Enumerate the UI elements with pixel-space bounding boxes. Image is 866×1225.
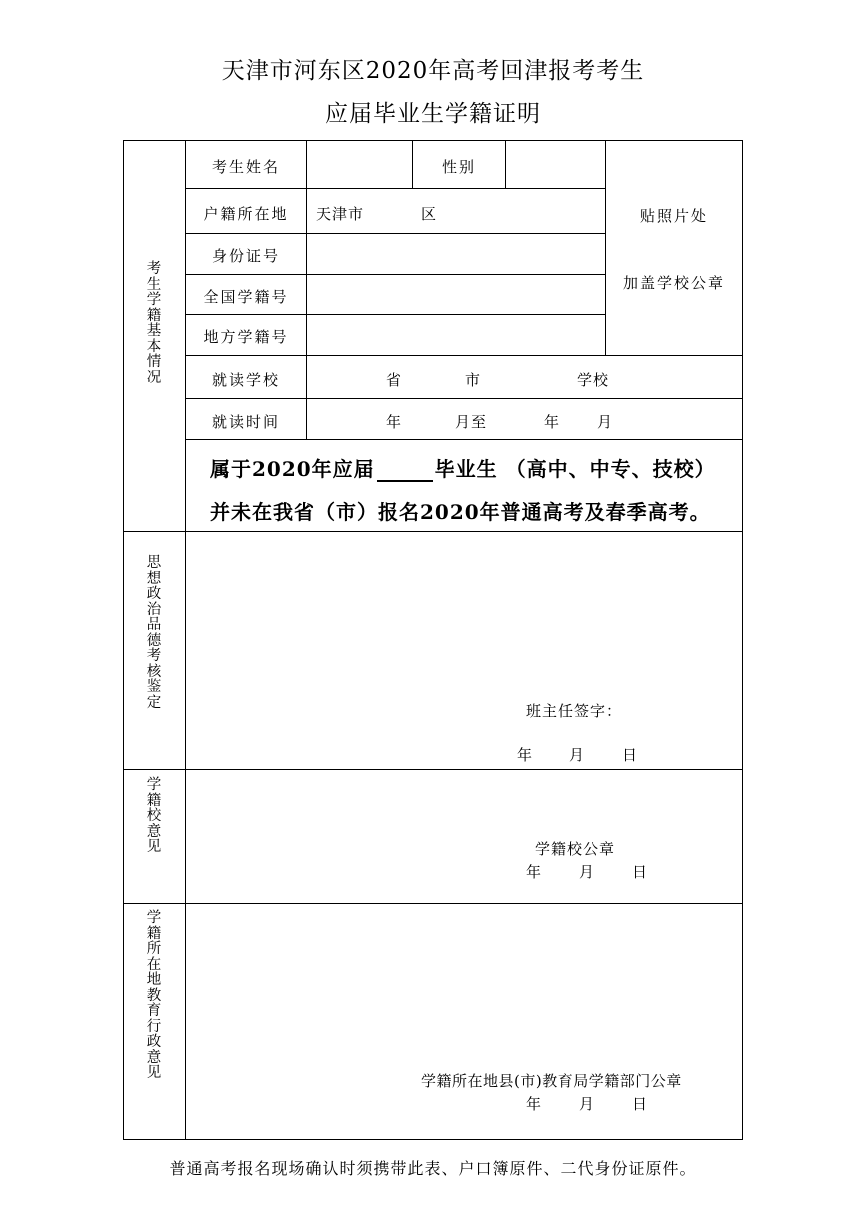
moral-date-day: 日 xyxy=(622,746,639,764)
statement-line1-suffix: 毕业生 （高中、中专、技校） xyxy=(434,457,716,481)
education-bureau-opinion-field[interactable] xyxy=(186,906,742,1056)
side-label-moral-assessment: 思想政治品德考核鉴定 xyxy=(146,555,162,711)
section-divider-1 xyxy=(123,531,743,532)
row-divider-id xyxy=(185,274,606,275)
row-divider-period xyxy=(185,439,743,440)
school-date-month: 月 xyxy=(579,863,596,881)
gender-label: 性别 xyxy=(441,158,476,176)
school-city: 市 xyxy=(465,371,482,389)
table-border-right xyxy=(742,140,743,1140)
study-period-month-end: 月 xyxy=(597,413,614,431)
school-suffix: 学校 xyxy=(577,371,610,389)
household-district: 区 xyxy=(421,205,438,223)
school-province: 省 xyxy=(386,371,403,389)
graduate-statement-line1 xyxy=(210,453,716,482)
table-border-left xyxy=(123,140,124,1140)
education-bureau-seal-label: 学籍所在地县(市)教育局学籍部门公章 xyxy=(421,1072,682,1090)
name-field[interactable] xyxy=(306,148,412,188)
local-student-id-label: 地方学籍号 xyxy=(203,328,289,346)
school-opinion-field[interactable] xyxy=(186,772,742,832)
page-title: 天津市河东区2020年高考回津报考考生 xyxy=(221,58,645,84)
study-period-month-to: 月至 xyxy=(455,413,488,431)
school-label: 就读学校 xyxy=(211,371,280,389)
school-date-year: 年 xyxy=(526,863,543,881)
id-number-label: 身份证号 xyxy=(211,247,280,265)
photo-placeholder-text: 贴照片处 xyxy=(639,207,708,225)
side-label-education-bureau-opinion: 学籍所在地教育行政意见 xyxy=(146,910,162,1081)
gender-field[interactable] xyxy=(506,148,605,188)
national-student-id-label: 全国学籍号 xyxy=(203,288,289,306)
edu-date-year: 年 xyxy=(526,1095,543,1113)
school-date-day: 日 xyxy=(632,863,649,881)
row-divider-local-id xyxy=(185,355,743,356)
moral-assessment-field[interactable] xyxy=(186,534,742,694)
row-divider-school xyxy=(185,398,743,399)
name-label: 考生姓名 xyxy=(211,158,280,176)
footer-note: 普通高考报名现场确认时须携带此表、户口簿原件、二代身份证原件。 xyxy=(169,1159,697,1178)
graduate-type-blank[interactable] xyxy=(377,462,433,482)
table-border-top xyxy=(123,140,743,141)
photo-seal-text: 加盖学校公章 xyxy=(622,274,725,292)
id-number-field[interactable] xyxy=(307,236,604,273)
head-teacher-signature-label: 班主任签字： xyxy=(526,702,623,720)
side-label-basic-info: 考生学籍基本情况 xyxy=(146,261,162,386)
national-student-id-field[interactable] xyxy=(307,277,604,314)
edu-date-day: 日 xyxy=(632,1095,649,1113)
page-subtitle: 应届毕业生学籍证明 xyxy=(325,101,541,127)
edu-date-month: 月 xyxy=(579,1095,596,1113)
photo-area-divider xyxy=(605,140,606,355)
graduate-statement-line2: 并未在我省（市）报名2020年普通高考及春季高考。 xyxy=(210,500,711,524)
row-divider-national-id xyxy=(185,314,606,315)
study-period-year-start: 年 xyxy=(386,413,403,431)
section-divider-3 xyxy=(123,903,743,904)
statement-line1-prefix: 属于2020年应届 xyxy=(210,457,375,481)
study-period-label: 就读时间 xyxy=(211,413,280,431)
row-divider-name xyxy=(185,188,606,189)
section-divider-2 xyxy=(123,769,743,770)
moral-date-year: 年 xyxy=(517,746,534,764)
row-divider-household xyxy=(185,233,606,234)
table-border-bottom xyxy=(123,1139,743,1140)
moral-date-month: 月 xyxy=(569,746,586,764)
school-seal-label: 学籍校公章 xyxy=(535,840,616,858)
side-label-school-opinion: 学籍校意见 xyxy=(146,777,162,855)
study-period-year-end: 年 xyxy=(544,413,561,431)
household-city: 天津市 xyxy=(316,205,365,223)
local-student-id-field[interactable] xyxy=(307,317,604,354)
household-label: 户籍所在地 xyxy=(203,205,289,223)
